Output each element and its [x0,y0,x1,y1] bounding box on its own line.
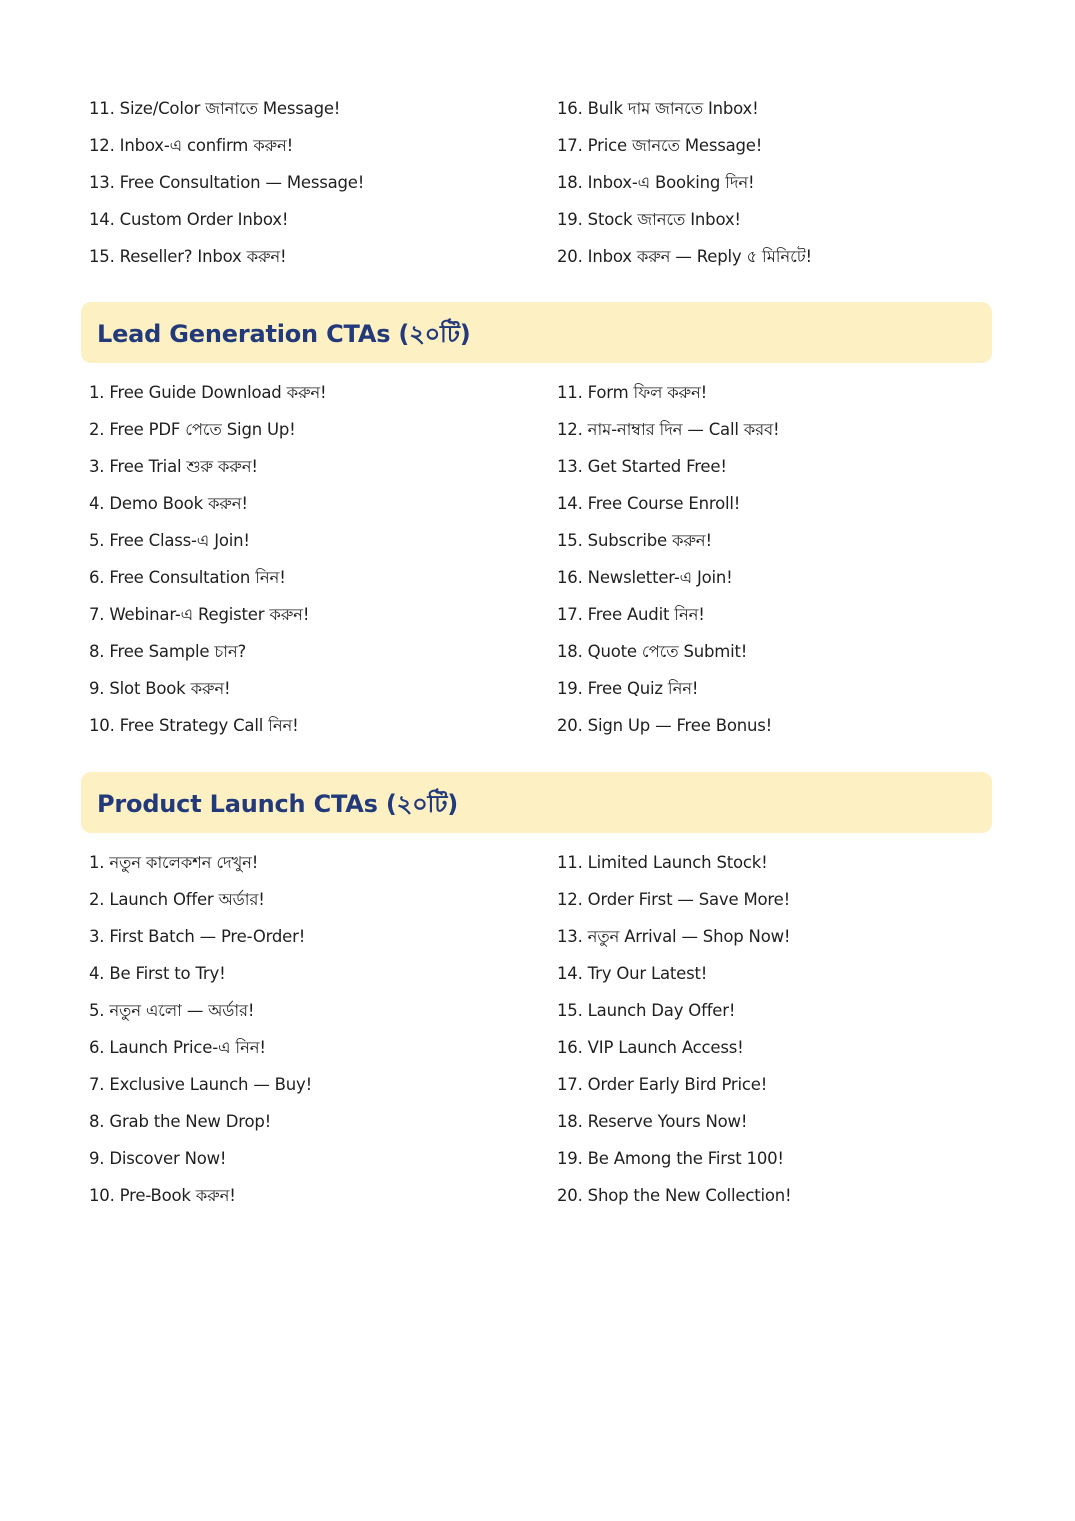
list-item: 19. Stock জানতে Inbox! [557,210,741,229]
list-column-right [557,852,997,1222]
list-item: 8. Grab the New Drop! [89,1112,272,1131]
list-item: 5. নতুন এলো — অর্ডার! [89,1001,255,1020]
list-item: 9. Slot Book করুন! [89,679,231,698]
list-item: 8. Free Sample চান? [89,642,247,661]
list-item: 20. Sign Up — Free Bonus! [557,716,773,735]
list-item: 16. VIP Launch Access! [557,1038,744,1057]
list-item: 13. নতুন Arrival — Shop Now! [557,927,791,946]
list-item: 20. Inbox করুন — Reply ৫ মিনিটে! [557,247,812,266]
list-item: 5. Free Class-এ Join! [89,531,250,550]
list-item: 6. Free Consultation নিন! [89,568,286,587]
list-item: 12. নাম-নাম্বার দিন — Call করব! [557,420,780,439]
section-banner-lead-generation [81,302,992,363]
list-item: 7. Exclusive Launch — Buy! [89,1075,313,1094]
list-item: 19. Be Among the First 100! [557,1149,784,1168]
list-item: 17. Price জানতে Message! [557,136,763,155]
list-item: 4. Demo Book করুন! [89,494,248,513]
list-item: 1. নতুন কালেকশন দেখুন! [89,853,259,872]
list-column-right [557,382,997,752]
list-item: 1. Free Guide Download করুন! [89,383,327,402]
list-item: 2. Launch Offer অর্ডার! [89,890,265,909]
list-item: 9. Discover Now! [89,1149,227,1168]
list-item: 11. Form ফিল করুন! [557,383,708,402]
list-item: 11. Limited Launch Stock! [557,853,768,872]
list-item: 15. Subscribe করুন! [557,531,712,550]
list-item: 14. Try Our Latest! [557,964,708,983]
list-item: 16. Bulk দাম জানতে Inbox! [557,99,759,118]
list-item: 10. Free Strategy Call নিন! [89,716,299,735]
list-item: 2. Free PDF পেতে Sign Up! [89,420,296,439]
list-column-right [557,98,997,283]
list-item: 4. Be First to Try! [89,964,226,983]
list-item: 17. Free Audit নিন! [557,605,705,624]
list-column-left [89,98,529,283]
list-column-left [89,382,529,752]
list-item: 12. Order First — Save More! [557,890,790,909]
list-item: 6. Launch Price-এ নিন! [89,1038,266,1057]
list-item: 13. Free Consultation — Message! [89,173,365,192]
section-title: Lead Generation CTAs (২০টি) [97,320,471,348]
list-item: 3. First Batch — Pre-Order! [89,927,306,946]
list-item: 19. Free Quiz নিন! [557,679,699,698]
list-item: 11. Size/Color জানাতে Message! [89,99,341,118]
list-item: 14. Custom Order Inbox! [89,210,289,229]
list-item: 10. Pre-Book করুন! [89,1186,236,1205]
list-item: 18. Inbox-এ Booking দিন! [557,173,755,192]
list-item: 17. Order Early Bird Price! [557,1075,768,1094]
list-item: 3. Free Trial শুরু করুন! [89,457,258,476]
list-item: 16. Newsletter-এ Join! [557,568,733,587]
list-item: 7. Webinar-এ Register করুন! [89,605,310,624]
list-item: 20. Shop the New Collection! [557,1186,792,1205]
list-item: 18. Quote পেতে Submit! [557,642,748,661]
section-title: Product Launch CTAs (২০টি) [97,790,458,818]
section-banner-product-launch [81,772,992,833]
list-item: 13. Get Started Free! [557,457,727,476]
list-item: 12. Inbox-এ confirm করুন! [89,136,294,155]
list-item: 14. Free Course Enroll! [557,494,741,513]
list-item: 15. Launch Day Offer! [557,1001,736,1020]
list-item: 15. Reseller? Inbox করুন! [89,247,287,266]
list-column-left [89,852,529,1222]
list-item: 18. Reserve Yours Now! [557,1112,748,1131]
